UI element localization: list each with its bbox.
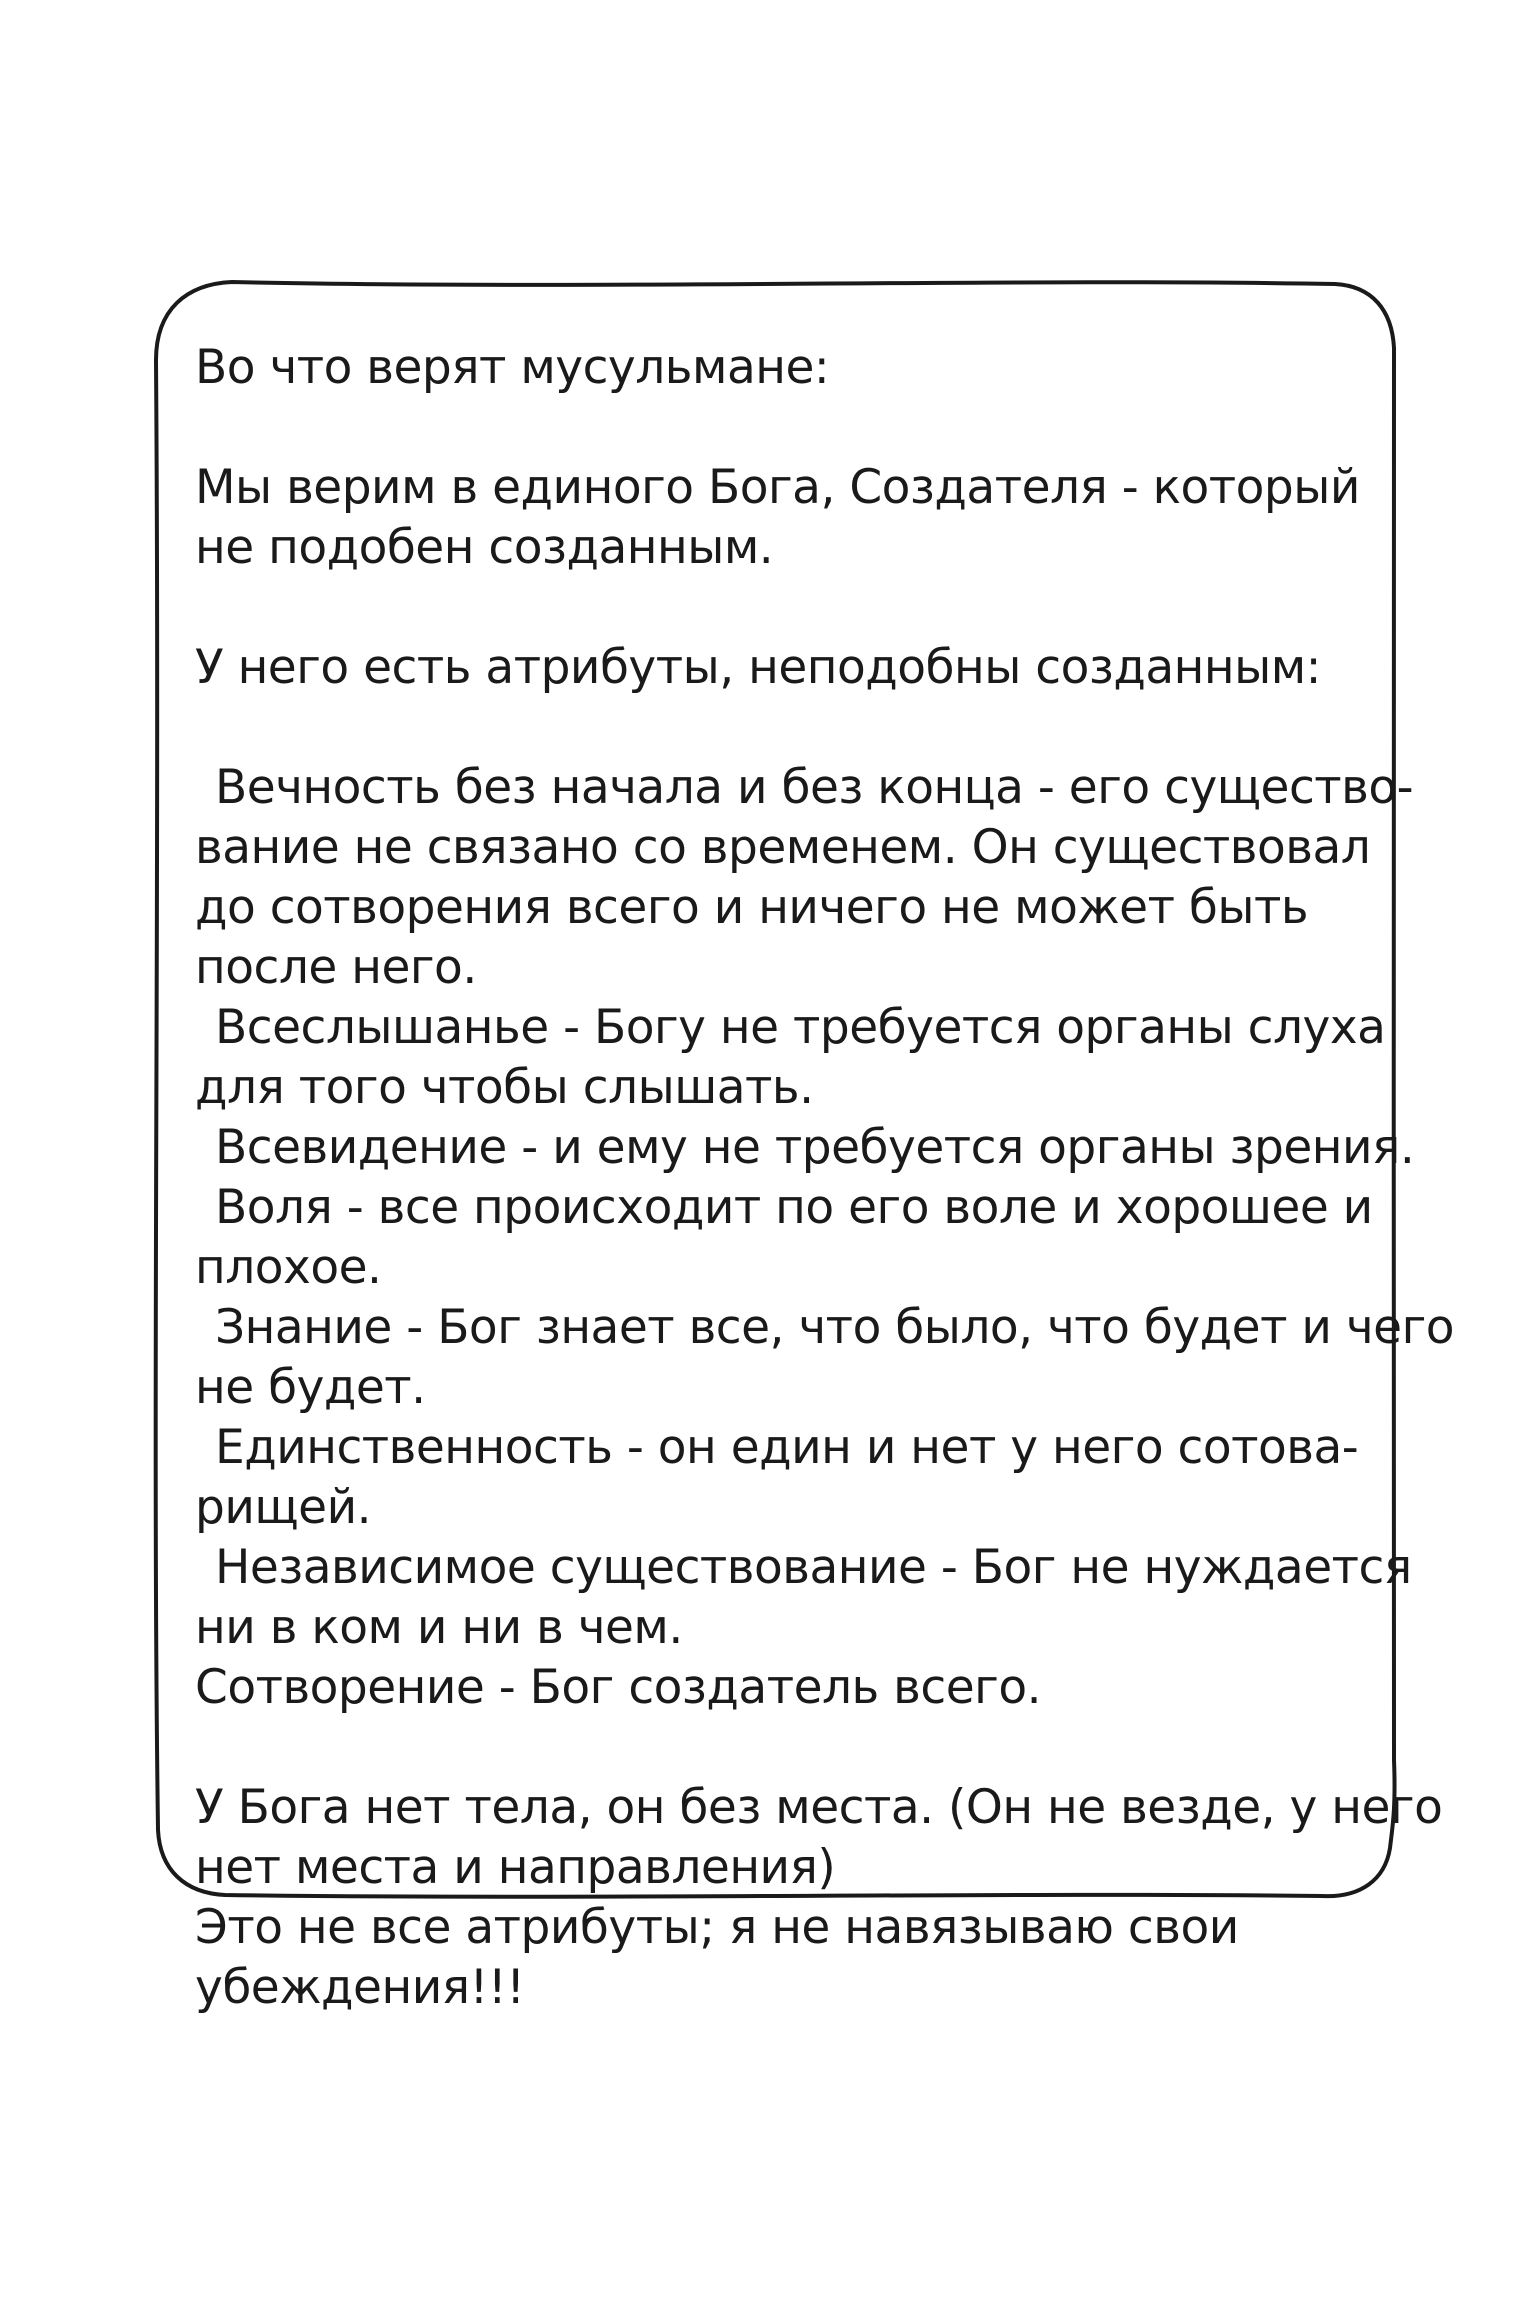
attribute-line: рищей. — [195, 1480, 372, 1535]
closing-line: убеждения!!! — [195, 1960, 525, 2015]
attribute-line: до сотворения всего и ничего не может быть — [195, 880, 1309, 935]
attribute-hearing — [195, 998, 1395, 1118]
heading: Во что верят мусульмане: — [195, 340, 830, 395]
intro-line: Мы верим в единого Бога, Создателя - который — [195, 460, 1360, 515]
attribute-line: Всеслышанье - Богу не требуется органы слуха — [215, 1000, 1386, 1055]
attribute-will — [195, 1178, 1395, 1298]
panel-content — [195, 338, 1455, 2018]
closing-line: Это не все атрибуты; я не навязываю свои — [195, 1900, 1239, 1955]
spacer — [195, 398, 1395, 458]
attribute-line: Независимое существование - Бог не нуждается — [215, 1540, 1412, 1595]
attribute-line: Всевидение - и ему не требуется органы зрения. — [215, 1120, 1415, 1175]
attribute-line: Единственность - он един и нет у него сотова- — [215, 1420, 1359, 1475]
attribute-line: вание не связано со временем. Он существовал — [195, 820, 1371, 875]
attribute-line: после него. — [195, 940, 477, 995]
attribute-line: Вечность без начала и без конца - его существо- — [215, 760, 1414, 815]
attribute-knowledge — [195, 1298, 1455, 1418]
spacer — [195, 578, 1395, 638]
attribute-line: Воля - все происходит по его воле и хорошее и — [215, 1180, 1373, 1235]
spacer — [195, 698, 1395, 758]
attribute-line: не будет. — [195, 1360, 426, 1415]
attribute-sight — [195, 1118, 1415, 1178]
attribute-oneness — [195, 1418, 1395, 1538]
closing-line: У Бога нет тела, он без места. (Он не везде, у него — [195, 1780, 1443, 1835]
attribute-eternity — [195, 758, 1414, 998]
intro-line: не подобен созданным. — [195, 520, 774, 575]
attribute-line: ни в ком и ни в чем. — [195, 1600, 683, 1655]
attribute-creation — [195, 1658, 1395, 1718]
attribute-line: плохое. — [195, 1240, 382, 1295]
closing-line: нет места и направления) — [195, 1840, 836, 1895]
attribute-independence — [195, 1538, 1412, 1658]
attribute-line: Знание - Бог знает все, что было, что будет и чего — [215, 1300, 1455, 1355]
attribute-line: Сотворение - Бог создатель всего. — [195, 1660, 1042, 1715]
attributes-intro: У него есть атрибуты, неподобны созданным: — [195, 640, 1322, 695]
closing-paragraph — [195, 1778, 1443, 2018]
spacer — [195, 1718, 1395, 1778]
attribute-line: для того чтобы слышать. — [195, 1060, 814, 1115]
